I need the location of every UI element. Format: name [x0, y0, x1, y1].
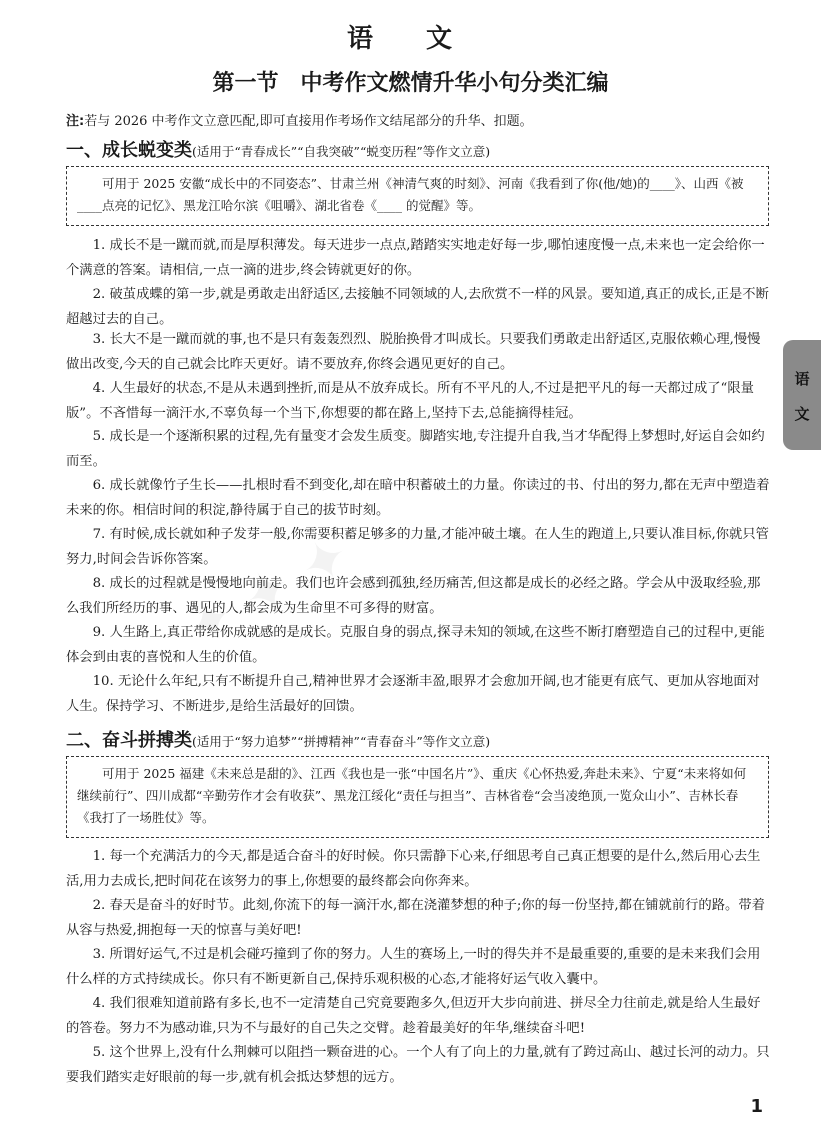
- usage-box-growth: [66, 166, 769, 226]
- usage-text: 可用于 2025 福建《未来总是甜的》、江西《我也是一张“中国名片”》、重庆《心怀热爱,奔赴未来》、宁夏“未来将如何继续前行”、四川成都“辛勤劳作才会有收获”、黑龙江绥化“责任与担当”、吉林省卷“会当凌绝顶,一览众山小”、吉林长春《我打了一场胜仗》等。: [77, 766, 747, 825]
- side-tab-char: 语: [794, 370, 810, 388]
- list-item: 3. 长大不是一蹴而就的事,也不是只有轰轰烈烈、脱胎换骨才叫成长。只要我们勇敢走出舒适区,克服依赖心理,慢慢做出改变,今天的自己就会比昨天更好。请不要放弃,你终会遇见更好的自己。: [66, 332, 761, 372]
- list-item: 7. 有时候,成长就如种子发芽一般,你需要积蓄足够多的力量,才能冲破土壤。在人生的跑道上,只要认准目标,你就只管努力,时间会告诉你答案。: [66, 527, 769, 567]
- category-heading-struggle: [66, 726, 490, 752]
- subject-side-tab: [783, 340, 821, 450]
- category-applicability: (适用于“努力追梦”“拼搏精神”“青春奋斗”等作文立意): [192, 734, 491, 749]
- category-applicability: (适用于“青春成长”“自我突破”“蜕变历程”等作文立意): [192, 144, 491, 159]
- list-item: 3. 所谓好运气,不过是机会碰巧撞到了你的努力。人生的赛场上,一时的得失并不是最重要的,重要的是未来我们会用什么样的方式持续成长。你只有不断更新自己,保持乐观积极的心态,才能将好运气收入囊中。: [66, 947, 761, 987]
- note-text: 若与 2026 中考作文立意匹配,即可直接用作考场作文结尾部分的升华、扣题。: [84, 114, 533, 129]
- list-item: 5. 成长是一个逐渐积累的过程,先有量变才会发生质变。脚踏实地,专注提升自我,当才华配得上梦想时,好运自会如约而至。: [66, 429, 765, 469]
- list-item: 4. 我们很难知道前路有多长,也不一定清楚自己究竟要跑多久,但迈开大步向前进、拼尽全力往前走,就是给人生最好的答卷。努力不为感动谁,只为不与最好的自己失之交臂。趁着最美好的年华,继续奋斗吧!: [66, 996, 761, 1036]
- section-title: 第一节 中考作文燃情升华小句分类汇编: [212, 71, 609, 96]
- usage-box-struggle: [66, 756, 769, 838]
- list-item: 5. 这个世界上,没有什么荆棘可以阻挡一颗奋进的心。一个人有了向上的力量,就有了跨过高山、越过长河的动力。只要我们踏实走好眼前的每一步,就有机会抵达梦想的远方。: [66, 1045, 770, 1085]
- subject-title: 语 文: [346, 24, 475, 54]
- list-item: 9. 人生路上,真正带给你成就感的是成长。克服自身的弱点,探寻未知的领域,在这些不断打磨塑造自己的过程中,更能体会到由衷的喜悦和人生的价值。: [66, 625, 765, 665]
- list-item: 2. 春天是奋斗的好时节。此刻,你流下的每一滴汗水,都在浇灌梦想的种子;你的每一份坚持,都在铺就前行的路。带着从容与热爱,拥抱每一天的惊喜与美好吧!: [66, 898, 765, 938]
- side-tab-char: 文: [794, 405, 810, 423]
- list-item: 10. 无论什么年纪,只有不断提升自己,精神世界才会逐渐丰盈,眼界才会愈加开阔,也才能更有底气、更加从容地面对人生。保持学习、不断进步,是给生活最好的回馈。: [66, 674, 760, 714]
- usage-text: 可用于 2025 安徽“成长中的不同姿态”、甘肃兰州《神清气爽的时刻》、河南《我看到了你(他/她)的____》、山西《被____点亮的记忆》、黑龙江哈尔滨《咀嚼》、湖北省卷《____ 的觉醒》等。: [77, 176, 744, 213]
- category-title: 一、成长蜕变类: [66, 140, 192, 161]
- list-item: 8. 成长的过程就是慢慢地向前走。我们也许会感到孤独,经历痛苦,但这都是成长的必经之路。学会从中汲取经验,那么我们所经历的事、遇见的人,都会成为生命里不可多得的财富。: [66, 576, 761, 616]
- category-heading-growth: [66, 136, 490, 162]
- note-label: 注:: [66, 114, 85, 129]
- note: [66, 110, 533, 129]
- category-title: 二、奋斗拼搏类: [66, 730, 192, 751]
- list-item: 4. 人生最好的状态,不是从未遇到挫折,而是从不放弃成长。所有不平凡的人,不过是把平凡的每一天都过成了“限量版”。不吝惜每一滴汗水,不辜负每一个当下,你想要的都在路上,坚持下去,总能摘得桂冠。: [66, 381, 754, 421]
- list-item: 1. 成长不是一蹴而就,而是厚积薄发。每天进步一点点,踏踏实实地走好每一步,哪怕速度慢一点,未来也一定会给你一个满意的答案。请相信,一点一滴的进步,终会铸就更好的你。: [66, 238, 765, 278]
- list-item: 2. 破茧成蝶的第一步,就是勇敢走出舒适区,去接触不同领域的人,去欣赏不一样的风景。要知道,真正的成长,正是不断超越过去的自己。: [66, 287, 769, 327]
- list-item: 6. 成长就像竹子生长——扎根时看不到变化,却在暗中积蓄破土的力量。你读过的书、付出的努力,都在无声中塑造着未来的你。相信时间的积淀,静待属于自己的拔节时刻。: [66, 478, 770, 518]
- page-number: 1: [750, 1096, 763, 1117]
- list-item: 1. 每一个充满活力的今天,都是适合奋斗的好时候。你只需静下心来,仔细思考自己真正想要的是什么,然后用心去生活,用力去成长,把时间花在该努力的事上,你想要的最终都会向你奔来。: [66, 849, 761, 889]
